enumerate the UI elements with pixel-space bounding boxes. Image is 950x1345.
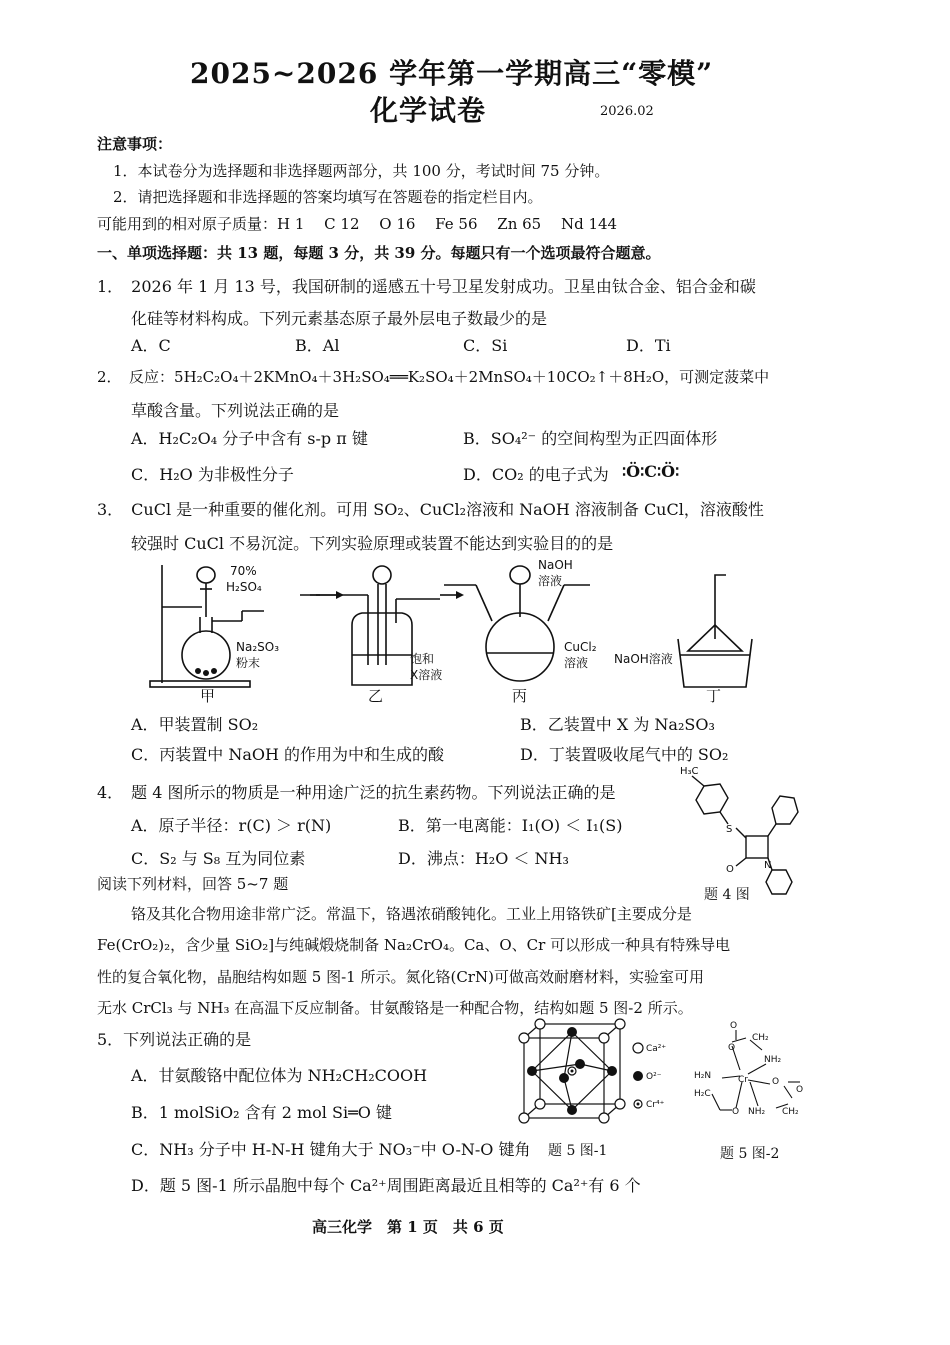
notice-heading: 注意事项： (97, 135, 173, 153)
q4-option-d: D．沸点：H₂O ＜ NH₃ (398, 849, 569, 868)
q1-option-b: B．Al (295, 336, 340, 355)
q1-stem-1: 1． 2026 年 1 月 13 号，我国研制的遥感五十号卫星发射成功。卫星由钛合金、铝合金和碳 (97, 277, 756, 296)
label-powder: 粉末 (236, 656, 261, 670)
q4-option-b: B．第一电离能：I₁(O) ＜ I₁(S) (398, 816, 623, 835)
phenyl-ring-1 (772, 796, 798, 824)
q2-option-d: D．CO₂ 的电子式为 (463, 465, 609, 484)
label-acid: H₂SO₄ (226, 580, 262, 594)
glycinate-ch2-top: CH₂ (752, 1033, 769, 1043)
page-footer: 高三化学 第 1 页 共 6 页 (312, 1218, 504, 1236)
q3-option-c: C．丙装置中 NaOH 的作用为中和生成的酸 (131, 745, 445, 764)
label-x-solution: X溶液 (410, 668, 443, 682)
title-line2: 化学试卷 (370, 94, 487, 127)
notice-item-2: 2．请把选择题和非选择题的答案均填写在答题卷的指定栏目内。 (113, 188, 543, 206)
label-yi: 乙 (368, 687, 384, 705)
q5-option-a: A．甘氨酸铬中配位体为 NH₂CH₂COOH (131, 1066, 428, 1085)
glycinate-h2c: H₂C (694, 1089, 711, 1099)
glycinate-h2n: H₂N (694, 1071, 712, 1081)
jia-funnel (197, 567, 215, 583)
label-naoh: NaOH (538, 558, 573, 572)
q3-stem-1: 3． CuCl 是一种重要的催化剂。可用 SO₂、CuCl₂溶液和 NaOH 溶液制备 CuCl，溶液酸性 (97, 500, 764, 519)
atomic-masses: 可能用到的相对原子质量：H 1 C 12 O 16 Fe 56 Zn 65 Nd 144 (97, 215, 618, 233)
q1-stem-2: 化硅等材料构成。下列元素基态原子最外层电子数最少的是 (131, 309, 548, 328)
reading-intro: 阅读下列材料，回答 5~7 题 (97, 875, 289, 893)
label-ding: 丁 (706, 687, 722, 705)
label-cucl2-solution: 溶液 (564, 656, 589, 670)
co2-electron-formula: ∶Ö∶C∶Ö∶ (622, 462, 680, 481)
reading-para-1: 铬及其化合物用途非常广泛。常温下，铬遇浓硝酸钝化。工业上用铬铁矿[主要成分是 (131, 905, 692, 923)
q5-crystal-cell-figure (514, 1018, 674, 1138)
beta-lactam-ring (746, 836, 768, 858)
q2-option-c: C．H₂O 为非极性分子 (131, 465, 294, 484)
glycinate-o-top: O (730, 1021, 738, 1031)
label-o: O (726, 864, 734, 875)
section1-heading: 一、单项选择题：共 13 题，每题 3 分，共 39 分。每题只有一个选项最符合题意。 (97, 244, 661, 262)
glycinate-nh2-top: NH₂ (764, 1055, 782, 1065)
q4-figure-label: 题 4 图 (704, 887, 750, 903)
glycinate-o-bond: O (728, 1043, 736, 1053)
glycinate-cr: Cr (738, 1075, 748, 1085)
glycinate-o-bottom: O (732, 1107, 740, 1117)
reading-para-2: Fe(CrO₂)₂，含少量 SiO₂]与纯碱煅烧制备 Na₂CrO₄。Ca、O、Cr 可以形成一种具有特殊导电 (97, 936, 731, 954)
legend-o: O²⁻ (646, 1072, 662, 1082)
glycinate-nh2-bottom: NH₂ (748, 1107, 766, 1117)
q4-option-c: C．S₂ 与 S₈ 互为同位素 (131, 849, 306, 868)
q1-option-c: C．Si (463, 336, 508, 355)
q2-stem-1: 2． 反应：5H₂C₂O₄＋2KMnO₄＋3H₂SO₄══K₂SO₄＋2MnSO₄＋10CO₂↑＋8H₂O，可测定菠菜中 (97, 368, 770, 386)
q5-option-c: C．NH₃ 分子中 H-N-H 键角大于 NO₃⁻中 O-N-O 键角 (131, 1140, 531, 1159)
label-n: N (764, 860, 772, 871)
exam-date: 2026.02 (600, 104, 654, 119)
yi-bulb (373, 566, 391, 584)
phenyl-ring-2 (766, 870, 792, 894)
q5-figure2-label: 题 5 图-2 (720, 1146, 780, 1162)
title-line1: 2025~2026 学年第一学期高三“零模” (190, 57, 714, 90)
q2-option-a: A．H₂C₂O₄ 分子中含有 s-p π 键 (131, 429, 368, 448)
q4-molecule-figure (668, 762, 808, 902)
label-na2so3: Na₂SO₃ (236, 640, 280, 654)
label-naoh-sol-ding: NaOH溶液 (614, 652, 673, 666)
q5-option-d: D．题 5 图-1 所示晶胞中每个 Ca²⁺周围距离最近且相等的 Ca²⁺有 6 个 (131, 1176, 641, 1195)
q1-option-a: A．C (131, 336, 171, 355)
q2-option-b: B．SO₄²⁻ 的空间构型为正四面体形 (463, 429, 718, 448)
ding-beaker (678, 639, 752, 687)
q3-apparatus-figure (140, 555, 780, 705)
legend-cr: Cr⁴⁺ (646, 1100, 665, 1110)
notice-item-1: 1．本试卷分为选择题和非选择题两部分，共 100 分，考试时间 75 分钟。 (113, 162, 610, 180)
q4-stem: 4． 题 4 图所示的物质是一种用途广泛的抗生素药物。下列说法正确的是 (97, 783, 616, 802)
label-bing: 丙 (512, 687, 528, 705)
label-h3c: H₃C (680, 766, 699, 777)
q2-stem-2: 草酸含量。下列说法正确的是 (131, 401, 340, 420)
q3-stem-2: 较强时 CuCl 不易沉淀。下列实验原理或装置不能达到实验目的的是 (131, 534, 614, 553)
q3-option-a: A．甲装置制 SO₂ (131, 715, 259, 734)
q1-option-d: D．Ti (626, 336, 671, 355)
label-s: S (726, 824, 733, 835)
reading-para-3: 性的复合氧化物，晶胞结构如题 5 图-1 所示。氮化铬(CrN)可做高效耐磨材料，实验室可用 (97, 968, 704, 986)
q5-figure1-label: 题 5 图-1 (548, 1143, 608, 1159)
glycinate-o-right: O (772, 1077, 780, 1087)
q3-option-b: B．乙装置中 X 为 Na₂SO₃ (520, 715, 715, 734)
q5-glycinate-figure (692, 1018, 812, 1138)
legend-ca: Ca²⁺ (646, 1044, 667, 1054)
label-acid-pct: 70% (230, 564, 257, 578)
label-jia: 甲 (200, 687, 216, 705)
label-cucl2: CuCl₂ (564, 640, 597, 654)
yi-bottle (352, 613, 412, 685)
bing-flask (486, 613, 554, 681)
q5-stem: 5．下列说法正确的是 (97, 1030, 252, 1049)
toluene-ring (696, 784, 728, 814)
glycinate-o-far-right: O (796, 1085, 804, 1095)
reading-para-4: 无水 CrCl₃ 与 NH₃ 在高温下反应制备。甘氨酸铬是一种配合物，结构如题 5 图-2 所示。 (97, 999, 693, 1017)
q3-option-d: D．丁装置吸收尾气中的 SO₂ (520, 745, 729, 764)
q4-option-a: A．原子半径：r(C) ＞ r(N) (131, 816, 332, 835)
bing-funnel (510, 566, 530, 584)
label-saturated: 饱和 (410, 652, 435, 666)
glycinate-ch2-bottom: CH₂ (782, 1107, 799, 1117)
label-naoh-solution: 溶液 (538, 574, 563, 588)
q5-option-b: B．1 molSiO₂ 含有 2 mol Si═O 键 (131, 1103, 392, 1122)
